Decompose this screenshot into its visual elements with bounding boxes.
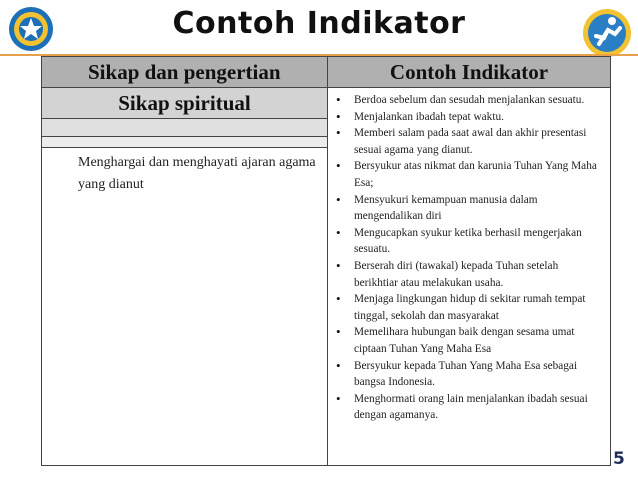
- indicator-item: • Berserah diri (tawakal) kepada Tuhan setelah berikhtiar atau melakukan usaha.: [330, 258, 604, 291]
- running-figure-logo: [582, 6, 632, 60]
- spacer-row: [42, 119, 328, 137]
- indicator-item: • Memberi salam pada saat awal dan akhir presentasi sesuai agama yang dianut.: [330, 125, 604, 158]
- indicator-cell: [328, 88, 611, 466]
- spacer-row: [42, 137, 328, 148]
- indicator-item: • Bersyukur atas nikmat dan karunia Tuhan Yang Maha Esa;: [330, 158, 604, 191]
- indicator-item: • Mensyukuri kemampuan manusia dalam mengendalikan diri: [330, 192, 604, 225]
- indicator-item: • Memelihara hubungan baik dengan sesama umat ciptaan Tuhan Yang Maha Esa: [330, 324, 604, 357]
- indicator-table: [41, 56, 611, 466]
- slide-title: Contoh Indikator: [172, 6, 466, 41]
- indicator-item: • Bersyukur kepada Tuhan Yang Maha Esa sebagai bangsa Indonesia.: [330, 358, 604, 391]
- category-label: Sikap spiritual: [42, 88, 328, 119]
- attitude-description: Menghargai dan menghayati ajaran agama yang dianut: [42, 148, 328, 466]
- indicator-item: • Menjaga lingkungan hidup di sekitar rumah tempat tinggal, sekolah dan masyarakat: [330, 291, 604, 324]
- indicator-item: • Menghormati orang lain menjalankan ibadah sesuai dengan agamanya.: [330, 391, 604, 424]
- header-indicator: Contoh Indikator: [328, 57, 611, 88]
- indicator-item: • Mengucapkan syukur ketika berhasil mengerjakan sesuatu.: [330, 225, 604, 258]
- indicator-item: • Menjalankan ibadah tepat waktu.: [330, 109, 604, 126]
- header-attitude: Sikap dan pengertian: [42, 57, 328, 88]
- page-number: 5: [613, 449, 625, 469]
- indicator-list: [330, 92, 604, 424]
- indicator-item: • Berdoa sebelum dan sesudah menjalankan sesuatu.: [330, 92, 604, 109]
